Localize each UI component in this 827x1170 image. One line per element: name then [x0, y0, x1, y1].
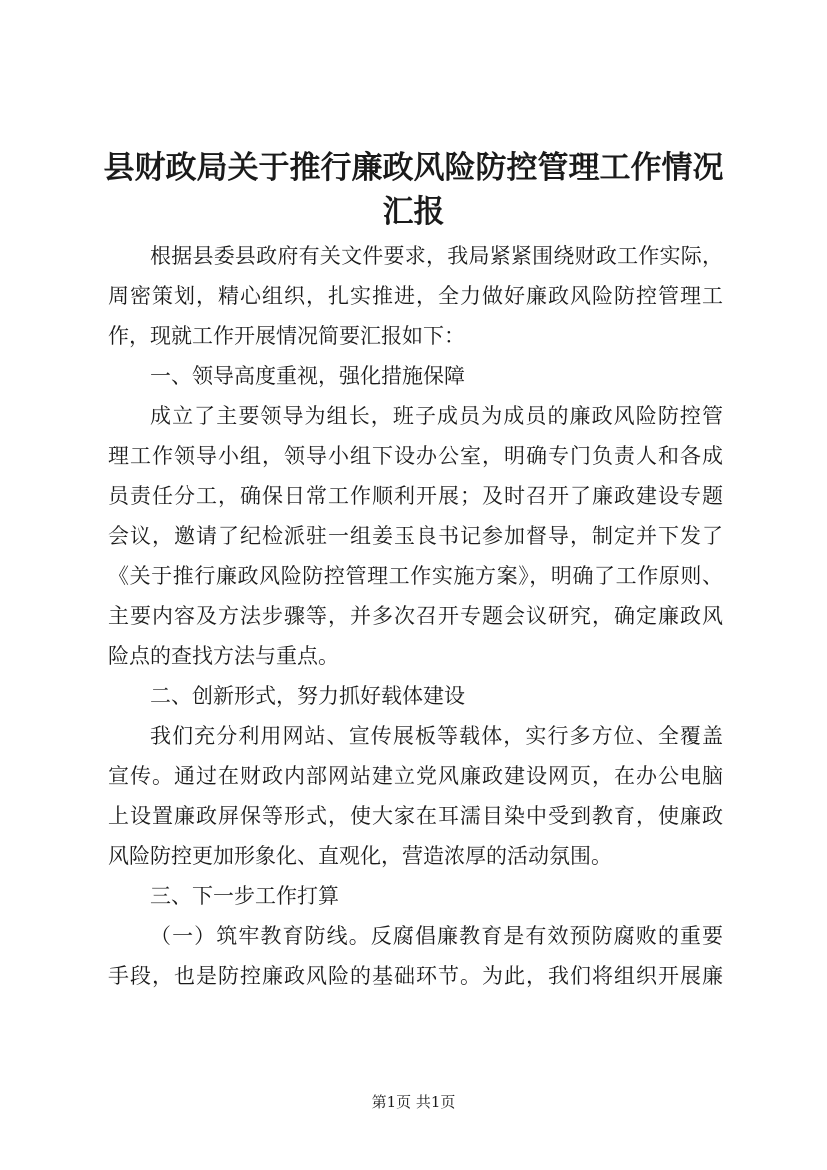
document-title-line-2: 汇报 — [382, 194, 445, 230]
text-line: 员责任分工，确保日常工作顺利开展；及时召开了廉政建设专题 — [108, 484, 723, 508]
paragraph-section-2 — [108, 716, 723, 876]
text-line: 险点的查找方法与重点。 — [108, 644, 339, 668]
section-heading-1 — [108, 356, 723, 396]
text-line: 成立了主要领导为组长，班子成员为成员的廉政风险防控管 — [150, 404, 723, 428]
document-body — [108, 236, 723, 996]
text-line: 根据县委县政府有关文件要求，我局紧紧围绕财政工作实际， — [150, 244, 723, 268]
text-line: 手段，也是防控廉政风险的基础环节。为此，我们将组织开展廉 — [108, 964, 723, 988]
text-line: （一）筑牢教育防线。反腐倡廉教育是有效预防腐败的重要 — [150, 924, 723, 948]
section-heading-2 — [108, 676, 723, 716]
text-line: 主要内容及方法步骤等，并多次召开专题会议研究，确定廉政风 — [108, 604, 723, 628]
section-heading-3 — [108, 876, 723, 916]
document-title-line-1: 县财政局关于推行廉政风险防控管理工作情况 — [103, 150, 724, 186]
text-line: 会议，邀请了纪检派驻一组姜玉良书记参加督导，制定并下发了 — [108, 524, 723, 548]
heading-text: 三、下一步工作打算 — [150, 884, 339, 908]
text-line: 理工作领导小组，领导小组下设办公室，明确专门负责人和各成 — [108, 444, 723, 468]
paragraph-section-1 — [108, 396, 723, 676]
text-line: 宣传。通过在财政内部网站建立党风廉政建设网页，在办公电脑 — [108, 764, 723, 788]
heading-text: 一、领导高度重视，强化措施保障 — [150, 364, 465, 388]
text-line: 《关于推行廉政风险防控管理工作实施方案》，明确了工作原则、 — [108, 564, 723, 588]
paragraph-intro — [108, 236, 723, 356]
text-line: 上设置廉政屏保等形式，使大家在耳濡目染中受到教育，使廉政 — [108, 804, 723, 828]
text-line: 作，现就工作开展情况简要汇报如下： — [108, 324, 465, 348]
paragraph-section-3 — [108, 916, 723, 996]
text-line: 我们充分利用网站、宣传展板等载体，实行多方位、全覆盖 — [150, 724, 723, 748]
heading-text: 二、创新形式，努力抓好载体建设 — [150, 684, 465, 708]
text-line: 周密策划，精心组织，扎实推进，全力做好廉政风险防控管理工 — [108, 284, 723, 308]
page-footer: 第1页 共1页 — [371, 1093, 456, 1111]
text-line: 风险防控更加形象化、直观化，营造浓厚的活动氛围。 — [108, 844, 612, 868]
